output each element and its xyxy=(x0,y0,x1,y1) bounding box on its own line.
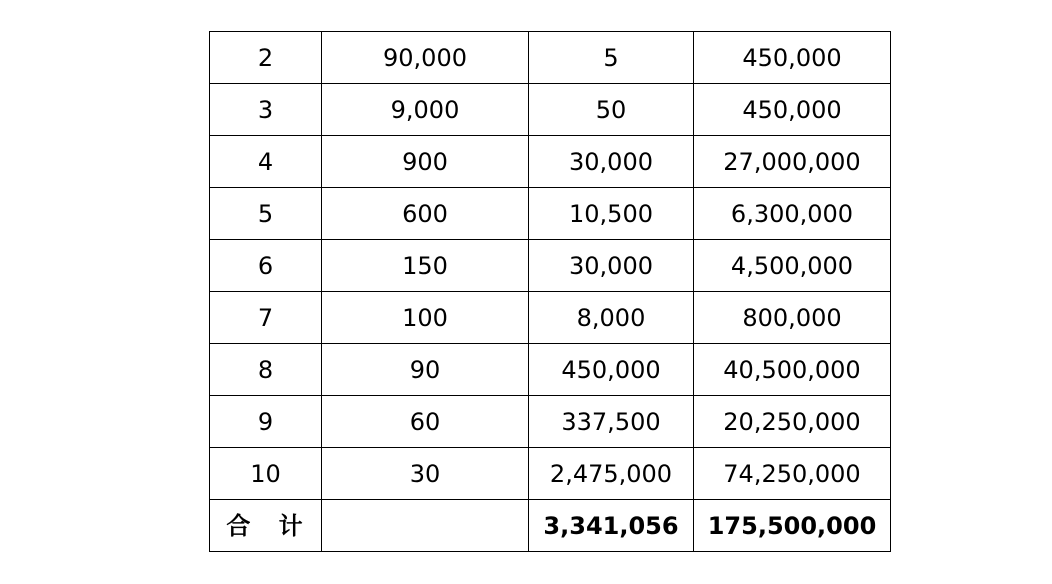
table-cell: 30,000 xyxy=(529,240,694,292)
table-cell: 3 xyxy=(210,84,322,136)
table-cell: 4,500,000 xyxy=(694,240,891,292)
table-cell: 8 xyxy=(210,344,322,396)
table-row xyxy=(210,292,891,344)
table-row xyxy=(210,396,891,448)
table-cell: 27,000,000 xyxy=(694,136,891,188)
data-table xyxy=(209,31,891,552)
table-cell: 450,000 xyxy=(694,84,891,136)
table-cell: 900 xyxy=(322,136,529,188)
table-cell: 800,000 xyxy=(694,292,891,344)
total-cell: 175,500,000 xyxy=(694,500,891,552)
table-row xyxy=(210,344,891,396)
table-row xyxy=(210,240,891,292)
table-cell: 60 xyxy=(322,396,529,448)
table-cell: 9 xyxy=(210,396,322,448)
table-cell: 2,475,000 xyxy=(529,448,694,500)
table-cell: 600 xyxy=(322,188,529,240)
table-cell: 90 xyxy=(322,344,529,396)
table-cell: 20,250,000 xyxy=(694,396,891,448)
table-cell: 450,000 xyxy=(529,344,694,396)
table-cell: 7 xyxy=(210,292,322,344)
table-cell: 10 xyxy=(210,448,322,500)
table-row xyxy=(210,188,891,240)
table-cell: 5 xyxy=(210,188,322,240)
table-row xyxy=(210,84,891,136)
table-cell: 5 xyxy=(529,32,694,84)
table-cell: 90,000 xyxy=(322,32,529,84)
total-label: 合 计 xyxy=(210,500,322,552)
table-cell: 6 xyxy=(210,240,322,292)
total-cell: 3,341,056 xyxy=(529,500,694,552)
table-cell: 30 xyxy=(322,448,529,500)
table-cell: 450,000 xyxy=(694,32,891,84)
table-cell: 2 xyxy=(210,32,322,84)
table-cell: 150 xyxy=(322,240,529,292)
table-cell: 8,000 xyxy=(529,292,694,344)
total-row xyxy=(210,500,891,552)
table-cell: 40,500,000 xyxy=(694,344,891,396)
table-cell: 50 xyxy=(529,84,694,136)
table-cell: 6,300,000 xyxy=(694,188,891,240)
table-cell: 74,250,000 xyxy=(694,448,891,500)
table-row xyxy=(210,32,891,84)
table-cell: 4 xyxy=(210,136,322,188)
table-row xyxy=(210,448,891,500)
table-cell: 100 xyxy=(322,292,529,344)
table-row xyxy=(210,136,891,188)
table-cell: 30,000 xyxy=(529,136,694,188)
table-cell: 10,500 xyxy=(529,188,694,240)
table-cell: 9,000 xyxy=(322,84,529,136)
total-cell-empty xyxy=(322,500,529,552)
table-cell: 337,500 xyxy=(529,396,694,448)
